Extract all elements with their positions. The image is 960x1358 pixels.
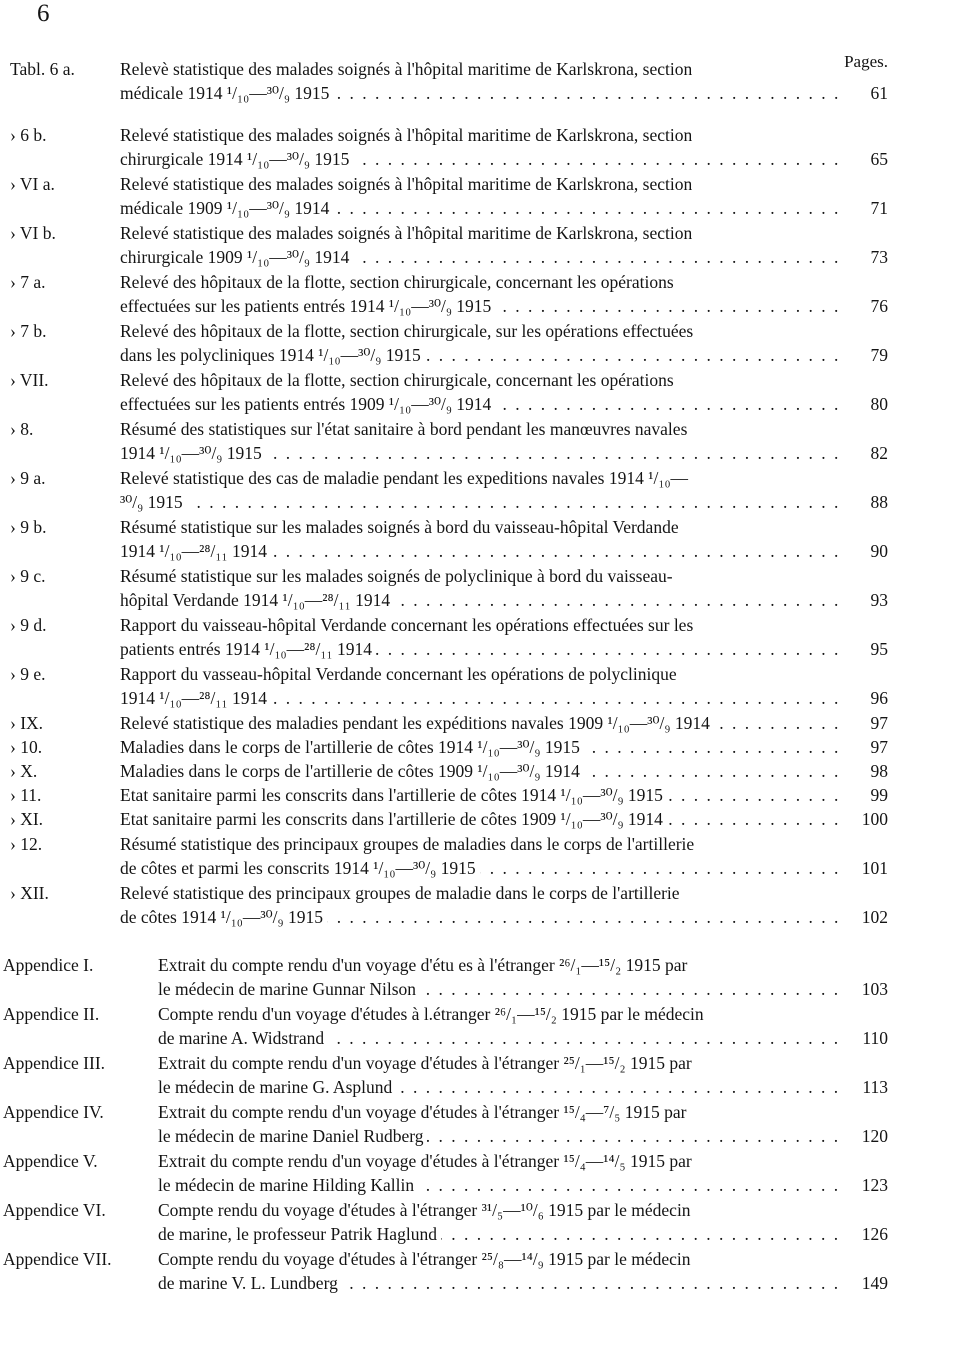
page-ref: 65 <box>867 147 889 171</box>
page-ref: 97 <box>867 735 889 759</box>
title-line <box>158 1051 844 1075</box>
appendix-label: Appendice VI. <box>3 1200 106 1220</box>
page-ref: 90 <box>867 539 889 563</box>
title-line <box>120 319 844 343</box>
title-line-text: hôpital Verdande 1914 ¹/₁₀—²⁸/₁₁ 1914 <box>120 590 394 610</box>
appendix-title <box>158 1051 844 1099</box>
title-line-text: Extrait du compte rendu d'un voyage d'études à l'étranger ¹⁵/₄—¹⁴/₅ 1915 par <box>158 1151 692 1171</box>
table-title <box>120 57 844 105</box>
table-title <box>120 368 844 416</box>
title-line-text: Résumé statistique des principaux groupes de maladies dans le corps de l'artillerie <box>120 834 695 854</box>
title-line-text: Résumé statistique sur les malades soignés de polyclinique à bord du vaisseau- <box>120 566 673 586</box>
title-line <box>120 368 844 392</box>
title-line-text: 1914 ¹/₁₀—²⁸/₁₁ 1914 <box>120 541 271 561</box>
title-line <box>158 1271 844 1295</box>
page-number: 6 <box>37 0 50 27</box>
title-line-text: dans les polycliniques 1914 ¹/₁₀—³⁰/₉ 1915 <box>120 345 425 365</box>
table-label: › 9 e. <box>10 664 46 684</box>
title-line-text: Rapport du vaisseau-hôpital Verdande concernant les opérations effectuées sur les <box>120 615 694 635</box>
appendix-label: Appendice VII. <box>3 1249 112 1269</box>
page-ref: 71 <box>867 196 889 220</box>
page-ref: 96 <box>867 686 889 710</box>
table-title <box>120 221 844 269</box>
title-line-text: Relevé des hôpitaux de la flotte, section chirurgicale, concernant les opérations <box>120 370 674 390</box>
appendix-label: Appendice I. <box>3 955 94 975</box>
title-line-text: chirurgicale 1909 ¹/₁₀—³⁰/₉ 1914 <box>120 247 353 267</box>
page-ref: 95 <box>867 637 889 661</box>
title-line <box>120 881 844 905</box>
pages-column-label: Pages. <box>844 52 888 71</box>
title-line <box>120 588 844 612</box>
table-title <box>120 807 844 831</box>
title-line-text: de côtes et parmi les conscrits 1914 ¹/₁₀—³⁰/₉ 1915 <box>120 858 480 878</box>
title-line <box>158 1247 844 1271</box>
title-line-text: Résumé des statistiques sur l'état sanitaire à bord pendant les manœuvres navales <box>120 419 688 439</box>
title-line-text: de marine A. Widstrand <box>158 1028 328 1048</box>
appendix-title <box>158 953 844 1001</box>
appendix-title <box>158 1002 844 1050</box>
page-ref: 123 <box>858 1173 888 1197</box>
title-line-text: Maladies dans le corps de l'artillerie de côtes 1914 ¹/₁₀—³⁰/₉ 1915 <box>120 737 584 757</box>
table-label: › 9 a. <box>10 468 46 488</box>
title-line-text: Relevé des hôpitaux de la flotte, section chirurgicale, concernant les opérations <box>120 272 674 292</box>
title-line-text: Relevè statistique des malades soignés à l'hôpital maritime de Karlskrona, section <box>120 59 693 79</box>
title-line <box>120 613 844 637</box>
page-ref: 110 <box>858 1026 888 1050</box>
page-ref: 80 <box>867 392 889 416</box>
title-line-text: chirurgicale 1914 ¹/₁₀—³⁰/₉ 1915 <box>120 149 353 169</box>
title-line-text: Relevé statistique des malades soignés à l'hôpital maritime de Karlskrona, section <box>120 223 693 243</box>
title-line <box>158 1100 844 1124</box>
title-line <box>120 905 844 929</box>
table-label: › IX. <box>10 713 44 733</box>
page-ref: 99 <box>867 783 889 807</box>
page-ref: 76 <box>867 294 889 318</box>
title-line-text: le médecin de marine G. Asplund <box>158 1077 396 1097</box>
title-line-text: patients entrés 1914 ¹/₁₀—²⁸/₁₁ 1914 <box>120 639 376 659</box>
table-title <box>120 832 844 880</box>
table-title <box>120 515 844 563</box>
table-label: › XII. <box>10 883 49 903</box>
title-line <box>120 172 844 196</box>
title-line <box>120 123 844 147</box>
title-line <box>158 977 844 1001</box>
table-title <box>120 172 844 220</box>
title-line <box>120 147 844 171</box>
title-line-text: Etat sanitaire parmi les conscrits dans l'artillerie de côtes 1909 ¹/₁₀—³⁰/₉ 1914 <box>120 809 667 829</box>
page-ref: 102 <box>858 905 888 929</box>
appendix-label: Appendice V. <box>3 1151 98 1171</box>
title-line <box>120 392 844 416</box>
table-title <box>120 711 844 735</box>
table-title <box>120 123 844 171</box>
title-line-text: Compte rendu du voyage d'études à l'étranger ²⁵/₈—¹⁴/₉ 1915 par le médecin <box>158 1249 691 1269</box>
title-line <box>158 1149 844 1173</box>
appendix-label: Appendice IV. <box>3 1102 104 1122</box>
table-title <box>120 881 844 929</box>
appendix-label: Appendice II. <box>3 1004 100 1024</box>
page-ref: 93 <box>867 588 889 612</box>
page-ref: 149 <box>858 1271 888 1295</box>
table-title <box>120 662 844 710</box>
table-title <box>120 319 844 367</box>
table-label: › 11. <box>10 785 42 805</box>
table-title <box>120 466 844 514</box>
title-line <box>120 417 844 441</box>
title-line-text: Relevé statistique des maladies pendant les expéditions navales 1909 ¹/₁₀—³⁰/₉ 1914 <box>120 713 714 733</box>
title-line-text: Relevé des hôpitaux de la flotte, section chirurgicale, sur les opérations effectuées <box>120 321 694 341</box>
page-ref: 61 <box>867 81 889 105</box>
title-line <box>120 539 844 563</box>
title-line <box>158 1198 844 1222</box>
table-label: › VI b. <box>10 223 56 243</box>
appendix-title <box>158 1198 844 1246</box>
page-ref: 73 <box>867 245 889 269</box>
title-line-text: 1914 ¹/₁₀—³⁰/₉ 1915 <box>120 443 266 463</box>
table-label: › VI a. <box>10 174 55 194</box>
title-line-text: Rapport du vasseau-hôpital Verdande concernant les opérations de polyclinique <box>120 664 677 684</box>
page-ref: 126 <box>858 1222 888 1246</box>
title-line <box>120 441 844 465</box>
title-line <box>120 196 844 220</box>
title-line-text: le médecin de marine Hilding Kallin <box>158 1175 418 1195</box>
title-line <box>120 637 844 661</box>
title-line <box>120 221 844 245</box>
title-line-text: de marine, le professeur Patrik Haglund <box>158 1224 441 1244</box>
title-line-text: 1914 ¹/₁₀—²⁸/₁₁ 1914 <box>120 688 271 708</box>
title-line-text: le médecin de marine Daniel Rudberg <box>158 1126 427 1146</box>
title-line-text: Extrait du compte rendu d'un voyage d'études à l'étranger ²⁵/₁—¹⁵/₂ 1915 par <box>158 1053 692 1073</box>
title-line <box>158 1173 844 1197</box>
page-ref: 98 <box>867 759 889 783</box>
title-line-text: Compte rendu du voyage d'études à l'étranger ³¹/₅—¹⁰/₆ 1915 par le médecin <box>158 1200 691 1220</box>
title-line <box>158 1075 844 1099</box>
table-title <box>120 564 844 612</box>
table-label: › 8. <box>10 419 34 439</box>
page-ref: 100 <box>858 807 888 831</box>
title-line-text: Etat sanitaire parmi les conscrits dans l'artillerie de côtes 1914 ¹/₁₀—³⁰/₉ 1915 <box>120 785 667 805</box>
title-line <box>120 245 844 269</box>
title-line-text: médicale 1909 ¹/₁₀—³⁰/₉ 1914 <box>120 198 333 218</box>
title-line-text: Maladies dans le corps de l'artillerie de côtes 1909 ¹/₁₀—³⁰/₉ 1914 <box>120 761 584 781</box>
table-label: Tabl. 6 a. <box>10 59 75 79</box>
page-ref: 103 <box>858 977 888 1001</box>
table-label: › X. <box>10 761 38 781</box>
table-label: › 9 c. <box>10 566 46 586</box>
table-title <box>120 613 844 661</box>
page-ref: 113 <box>858 1075 888 1099</box>
title-line <box>120 711 844 735</box>
title-line-text: effectuées sur les patients entrés 1909 ¹/₁₀—³⁰/₉ 1914 <box>120 394 495 414</box>
appendix-label: Appendice III. <box>3 1053 106 1073</box>
title-line <box>120 57 844 81</box>
appendix-title <box>158 1149 844 1197</box>
table-title <box>120 417 844 465</box>
table-title <box>120 735 844 759</box>
title-line-text: Extrait du compte rendu d'un voyage d'étu es à l'étranger ²⁶/₁—¹⁵/₂ 1915 par <box>158 955 688 975</box>
title-line <box>120 490 844 514</box>
title-line <box>120 270 844 294</box>
title-line <box>158 953 844 977</box>
title-line <box>158 1124 844 1148</box>
title-line <box>120 783 844 807</box>
page-ref: 120 <box>858 1124 888 1148</box>
appendix-title <box>158 1100 844 1148</box>
title-line-text: Relevé statistique des malades soignés à l'hôpital maritime de Karlskrona, section <box>120 125 693 145</box>
table-label: › 7 b. <box>10 321 47 341</box>
title-line-text: de côtes 1914 ¹/₁₀—³⁰/₉ 1915 <box>120 907 327 927</box>
table-label: › 6 b. <box>10 125 47 145</box>
title-line-text: Relevé statistique des cas de maladie pendant les expeditions navales 1914 ¹/₁₀— <box>120 468 689 488</box>
table-label: › 7 a. <box>10 272 46 292</box>
title-line <box>120 686 844 710</box>
title-line-text: ³⁰/₉ 1915 <box>120 492 187 512</box>
table-label: › 9 b. <box>10 517 47 537</box>
title-line <box>158 1222 844 1246</box>
title-line-text: médicale 1914 ¹/₁₀—³⁰/₉ 1915 <box>120 83 333 103</box>
title-line-text: le médecin de marine Gunnar Nilson <box>158 979 420 999</box>
table-label: › 12. <box>10 834 43 854</box>
appendix-title <box>158 1247 844 1295</box>
title-line <box>120 564 844 588</box>
title-line-text: Résumé statistique sur les malades soignés à bord du vaisseau-hôpital Verdande <box>120 517 679 537</box>
page-ref: 88 <box>867 490 889 514</box>
title-line-text: Relevé statistique des principaux groupes de maladie dans le corps de l'artillerie <box>120 883 680 903</box>
table-label: › VII. <box>10 370 49 390</box>
title-line <box>120 515 844 539</box>
table-title <box>120 759 844 783</box>
title-line <box>120 735 844 759</box>
page-ref: 97 <box>867 711 889 735</box>
title-line <box>120 81 844 105</box>
title-line-text: de marine V. L. Lundberg <box>158 1273 342 1293</box>
table-title <box>120 783 844 807</box>
table-title <box>120 270 844 318</box>
title-line-text: Relevé statistique des malades soignés à l'hôpital maritime de Karlskrona, section <box>120 174 693 194</box>
page-ref: 82 <box>867 441 889 465</box>
title-line <box>120 759 844 783</box>
page-ref: 79 <box>867 343 889 367</box>
table-label: › 9 d. <box>10 615 47 635</box>
title-line <box>158 1002 844 1026</box>
title-line <box>158 1026 844 1050</box>
page-ref: 101 <box>858 856 888 880</box>
title-line-text: effectuées sur les patients entrés 1914 ¹/₁₀—³⁰/₉ 1915 <box>120 296 495 316</box>
title-line <box>120 662 844 686</box>
table-label: › 10. <box>10 737 43 757</box>
table-label: › XI. <box>10 809 44 829</box>
title-line-text: Extrait du compte rendu d'un voyage d'études à l'étranger ¹⁵/₄—⁷/₅ 1915 par <box>158 1102 687 1122</box>
title-line <box>120 294 844 318</box>
title-line <box>120 343 844 367</box>
title-line <box>120 466 844 490</box>
title-line <box>120 807 844 831</box>
title-line <box>120 832 844 856</box>
title-line <box>120 856 844 880</box>
title-line-text: Compte rendu d'un voyage d'études à l.étranger ²⁶/₁—¹⁵/₂ 1915 par le médecin <box>158 1004 704 1024</box>
